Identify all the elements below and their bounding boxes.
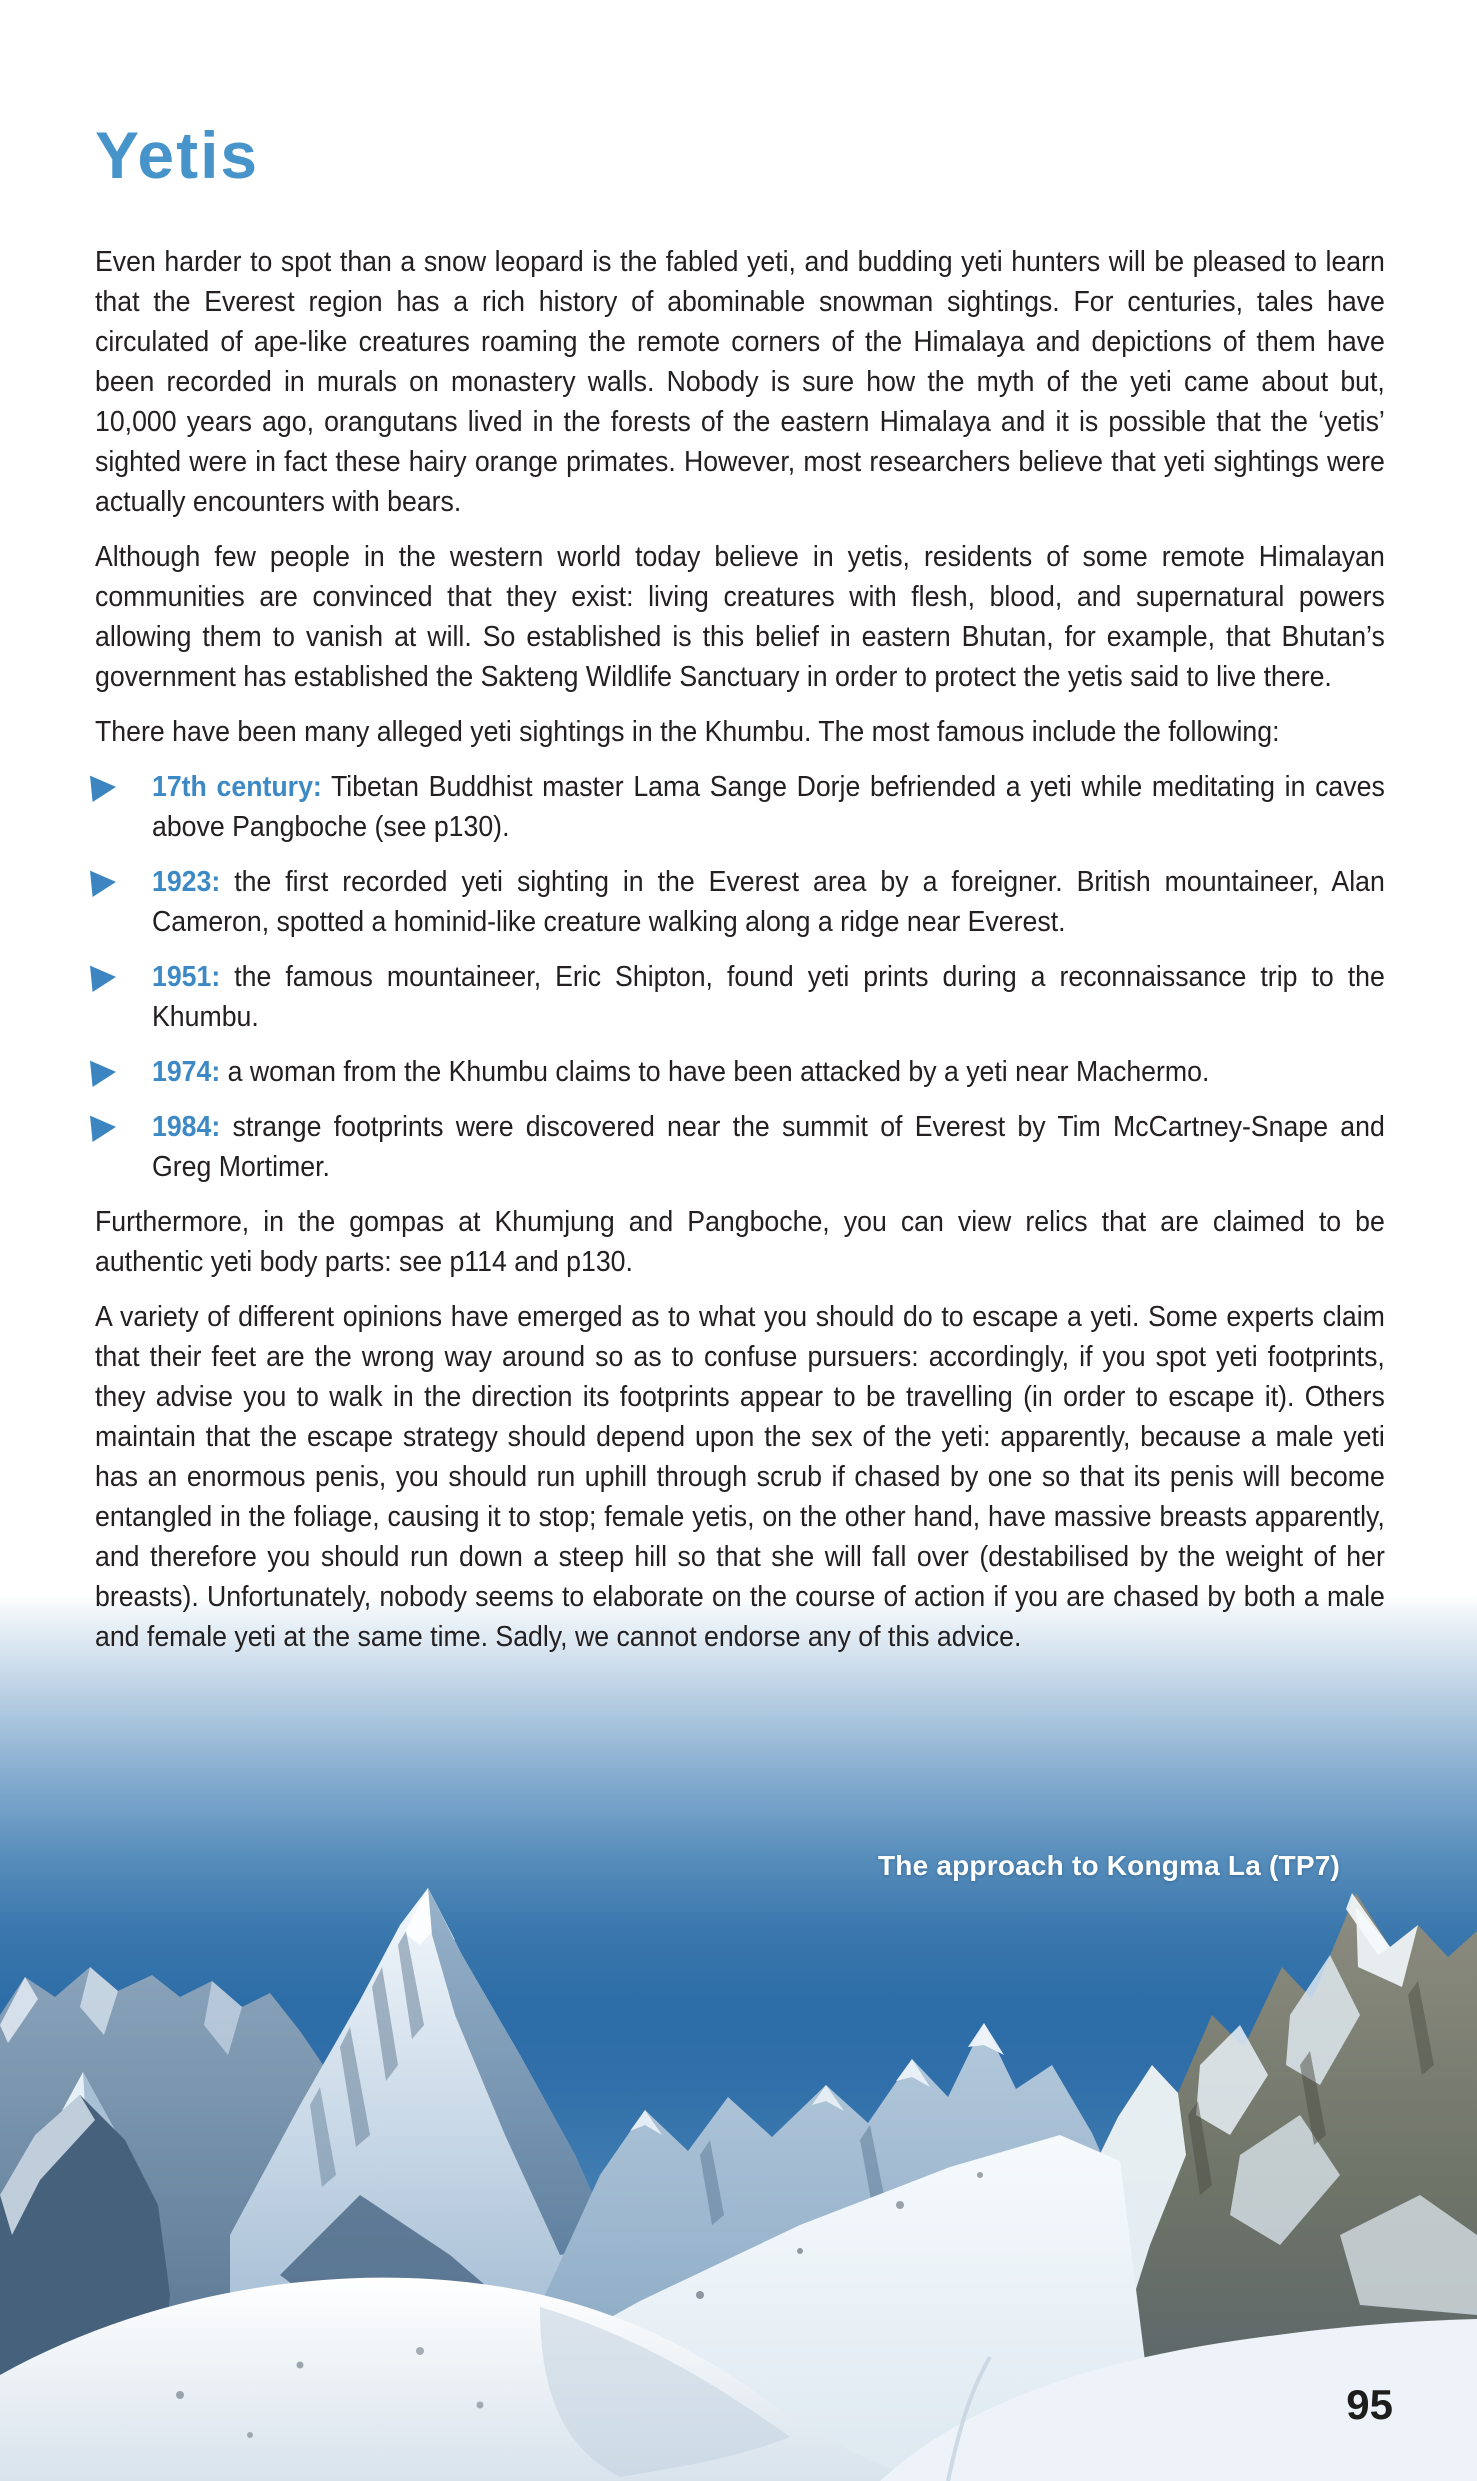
sighting-date-label: 1974: (152, 1056, 221, 1088)
page-title: Yetis (95, 118, 260, 192)
sighting-text: a woman from the Khumbu claims to have been attacked by a yeti near Machermo. (227, 1056, 1210, 1088)
arrow-bullet-icon (90, 1114, 116, 1142)
paragraph-relics: Furthermore, in the gompas at Khumjung and Pangboche, you can view relics that are claimed to be authentic yeti body parts: see p114 and p130. (95, 1206, 1385, 1278)
sighting-date-label: 1951: (152, 961, 221, 993)
list-item (95, 1107, 1385, 1187)
arrow-bullet-icon (90, 964, 116, 992)
arrow-bullet-icon (90, 1059, 116, 1087)
list-item (95, 1052, 1385, 1092)
list-item (95, 767, 1385, 847)
sighting-text: Tibetan Buddhist master Lama Sange Dorje befriended a yeti while meditating in caves above Pangboche (see p130). (152, 771, 1385, 843)
paragraph-intro: Even harder to spot than a snow leopard is the fabled yeti, and budding yeti hunters will be pleased to learn that the Everest region has a rich history of abominable snowman sightings. For centuries, tales have circulated of ape-like creatures roaming the remote corners of the Himalaya and depictions of them have been recorded in murals on monastery walls. Nobody is sure how the myth of the yeti came about but, 10,000 years ago, orangutans lived in the forests of the eastern Himalaya and it is possible that the ‘yetis’ sighted were in fact these hairy orange primates. However, most researchers believe that yeti sightings were actually encounters with bears. (95, 246, 1385, 518)
sighting-date-label: 1984: (152, 1111, 221, 1143)
paragraph-escape-advice: A variety of different opinions have emerged as to what you should do to escape a yeti. Some experts claim that their feet are the wrong way around so as to confuse pursuers: accordingly, if you spot yeti footprints, they advise you to walk in the direction its footprints appear to be travelling (in order to escape it). Others maintain that the escape strategy should depend upon the sex of the yeti: apparently, because a male yeti has an enormous penis, you should run uphill through scrub if chased by one so that its penis will become entangled in the foliage, causing it to stop; female yetis, on the other hand, have massive breasts apparently, and therefore you should run down a steep hill so that she will fall over (destabilised by the weight of her breasts). Unfortunately, nobody seems to elaborate on the course of action if you are chased by both a male and female yeti at the same time. Sadly, we cannot endorse any of this advice. (95, 1301, 1385, 1653)
sighting-text: the famous mountaineer, Eric Shipton, found yeti prints during a reconnaissance trip to the Khumbu. (152, 961, 1385, 1033)
list-item (95, 862, 1385, 942)
sighting-text: the first recorded yeti sighting in the Everest area by a foreigner. British mountaineer, Alan Cameron, spotted a hominid-like creature walking along a ridge near Everest. (152, 866, 1385, 938)
sighting-date-label: 1923: (152, 866, 221, 898)
photo-kongma-la (0, 1595, 1477, 2481)
sighting-date-label: 17th century: (152, 771, 322, 803)
text-column (95, 0, 1385, 1657)
paragraph-sightings-lead: There have been many alleged yeti sightings in the Khumbu. The most famous include the following: (95, 716, 1280, 748)
page-number: 95 (1346, 2381, 1393, 2428)
mountain-panorama-illustration (0, 1595, 1477, 2481)
list-item (95, 957, 1385, 1037)
arrow-bullet-icon (90, 774, 116, 802)
arrow-bullet-icon (90, 869, 116, 897)
photo-caption: The approach to Kongma La (TP7) (877, 1850, 1340, 1881)
sightings-list (95, 767, 1385, 1187)
sighting-text: strange footprints were discovered near the summit of Everest by Tim McCartney-Snape and Greg Mortimer. (152, 1111, 1385, 1183)
paragraph-beliefs: Although few people in the western world today believe in yetis, residents of some remote Himalayan communities are convinced that they exist: living creatures with flesh, blood, and supernatural powers allowing them to vanish at will. So established is this belief in eastern Bhutan, for example, that Bhutan’s government has established the Sakteng Wildlife Sanctuary in order to protect the yetis said to live there. (95, 541, 1385, 693)
